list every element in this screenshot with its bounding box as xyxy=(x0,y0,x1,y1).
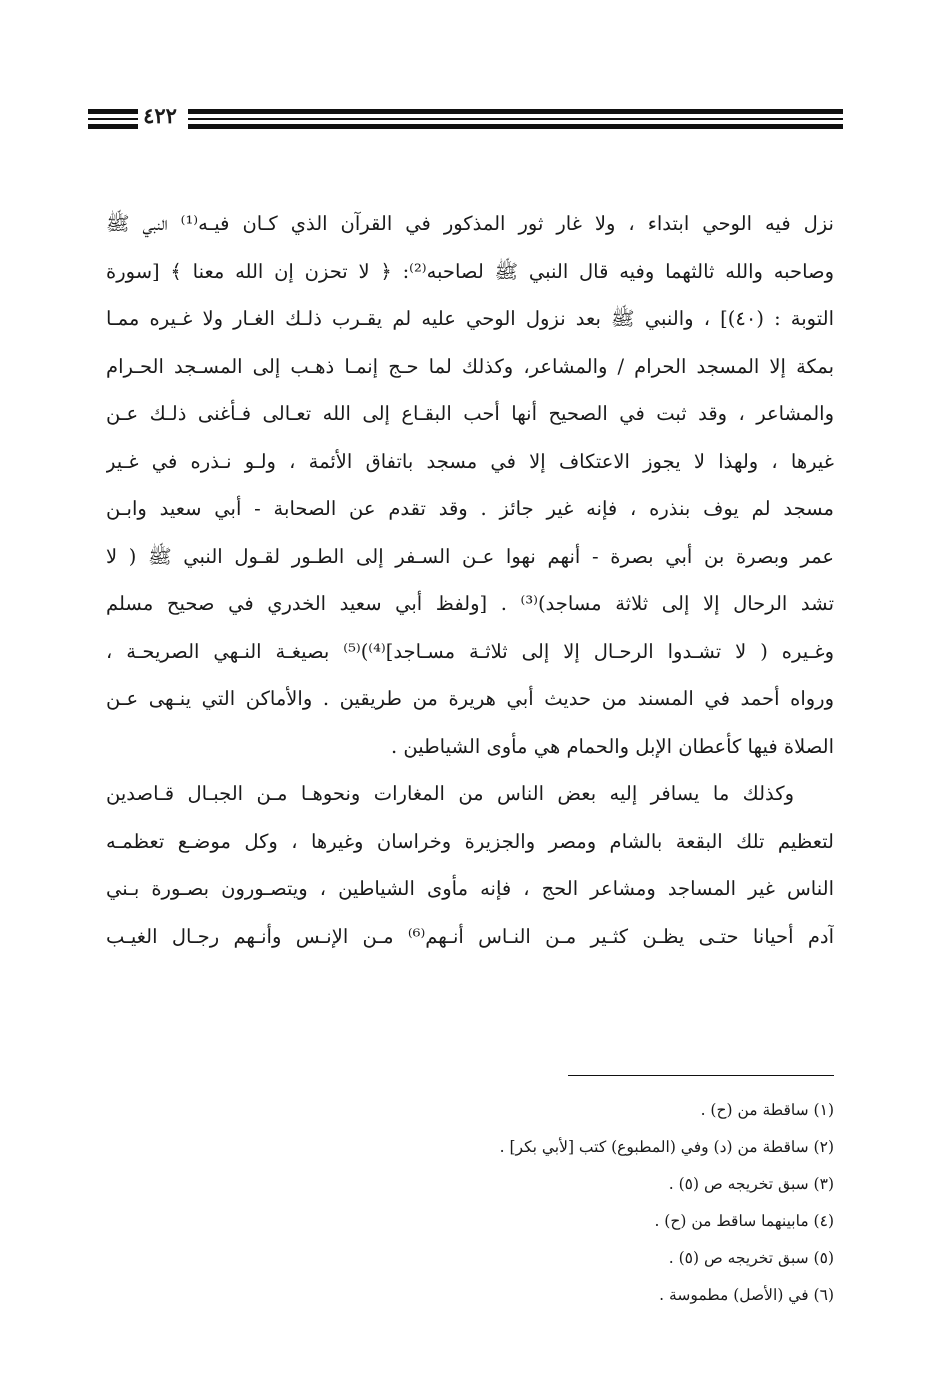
header-rule-left-top xyxy=(88,109,138,114)
header-rule-mid xyxy=(188,118,843,120)
footnote-3: (٣) سبق تخريجه ص (٥) . xyxy=(668,1175,834,1193)
footnote-6: (٦) في (الأصل) مطموسة . xyxy=(659,1286,834,1304)
body-line-11: ورواه أحمد في المسند من حديث أبي هريرة من طريقين . والأماكن التي ينـهى عـن xyxy=(106,687,834,710)
footnotes xyxy=(234,1092,834,1314)
body-line-16: آدم أحيانا حتـى يظـن كثـير مـن النـاس أنـهم⁽⁶⁾ مـن الإنـس وأنـهم رجـال الغيـب xyxy=(106,924,834,948)
body-line-12: الصلاة فيها كأعطان الإبل والحمام هي مأوى الشياطين . xyxy=(391,734,834,758)
body-line-8: عمر وبصرة بن أبي بصرة - أنهم نهوا عـن السـفر إلى الطـور لقـول النبي ﷺ ( لا xyxy=(106,544,834,568)
footnote-1: (١) ساقطة من (ح) . xyxy=(700,1101,834,1119)
footnote-separator xyxy=(568,1075,834,1076)
header-rule-top xyxy=(188,109,843,114)
body-line-4: بمكة إلا المسجد الحرام / والمشاعر، وكذلك لما حـج إنمـا ذهـب إلى المسـجد الحـرام xyxy=(106,354,834,378)
header-rule-left-mid xyxy=(88,118,138,120)
body-line-13: وكذلك ما يسافر إليه بعض الناس من المغارات ونحوهـا مـن الجبـال قـاصدين xyxy=(106,782,794,805)
body-line-14: لتعظيم تلك البقعة بالشام ومصر والجزيرة وخراسان وغيرها ، وكل موضـع تعظمـه xyxy=(106,829,834,853)
header-rule-left-bottom xyxy=(88,124,138,129)
body-line-15: الناس غير المساجد ومشاعر الحج ، فإنه مأوى الشياطين ، ويتصـورون بصـورة بـني xyxy=(106,877,834,900)
body-line-3: التوبة : (٤٠)] ، والنبي ﷺ بعد نزول الوحي عليه لم يقـرب ذلـك الغـار ولا غـيره ممـا xyxy=(106,307,834,330)
page-number: ٤٢٢ xyxy=(140,103,180,129)
body-line-10: وغـيره ( لا تشـدوا الرحـال إلا إلى ثلاثـة مسـاجد]⁽⁴⁾)⁽⁵⁾ بصيغـة النـهي الصريحـة ، xyxy=(106,639,834,663)
body-line-1: نزل فيه الوحي ابتداء ، ولا غار ثور المذكور في القرآن الذي كـان فيـه⁽¹⁾ النبي ﷺ xyxy=(106,212,834,235)
body-line-5: والمشاعر ، وقد ثبت في الصحيح أنها أحب البقـاع إلى الله تعـالى فـأغنى ذلـك عـن xyxy=(106,402,834,425)
page-header xyxy=(88,100,843,136)
footnote-4: (٤) مابينهما ساقط من (ح) . xyxy=(654,1212,834,1230)
body-text xyxy=(106,200,834,960)
body-line-9: تشد الرحال إلا إلى ثلاثة مساجد)⁽³⁾ . [ولفظ أبي سعيد الخدري في صحيح مسلم xyxy=(106,592,834,615)
header-rule-bottom xyxy=(188,124,843,129)
footnote-2: (٢) ساقطة من (د) وفي (المطبوع) كتب [لأبي بكر] . xyxy=(499,1138,834,1156)
body-line-2: وصاحبه والله ثالثهما وفيه قال النبي ﷺ لصاحبه⁽²⁾: ﴿ لا تحزن إن الله معنا ﴾ [سورة xyxy=(106,259,834,283)
footnote-5: (٥) سبق تخريجه ص (٥) . xyxy=(668,1249,834,1267)
body-line-7: مسجد لم يوف بنذره ، فإنه غير جائز . وقد تقدم عن الصحابة - أبي سعيد وابـن xyxy=(106,497,834,520)
body-line-6: غيرها ، ولهذا لا يجوز الاعتكاف إلا في مسجد باتفاق الأئمة ، ولـو نـذره في غـير xyxy=(106,449,834,473)
